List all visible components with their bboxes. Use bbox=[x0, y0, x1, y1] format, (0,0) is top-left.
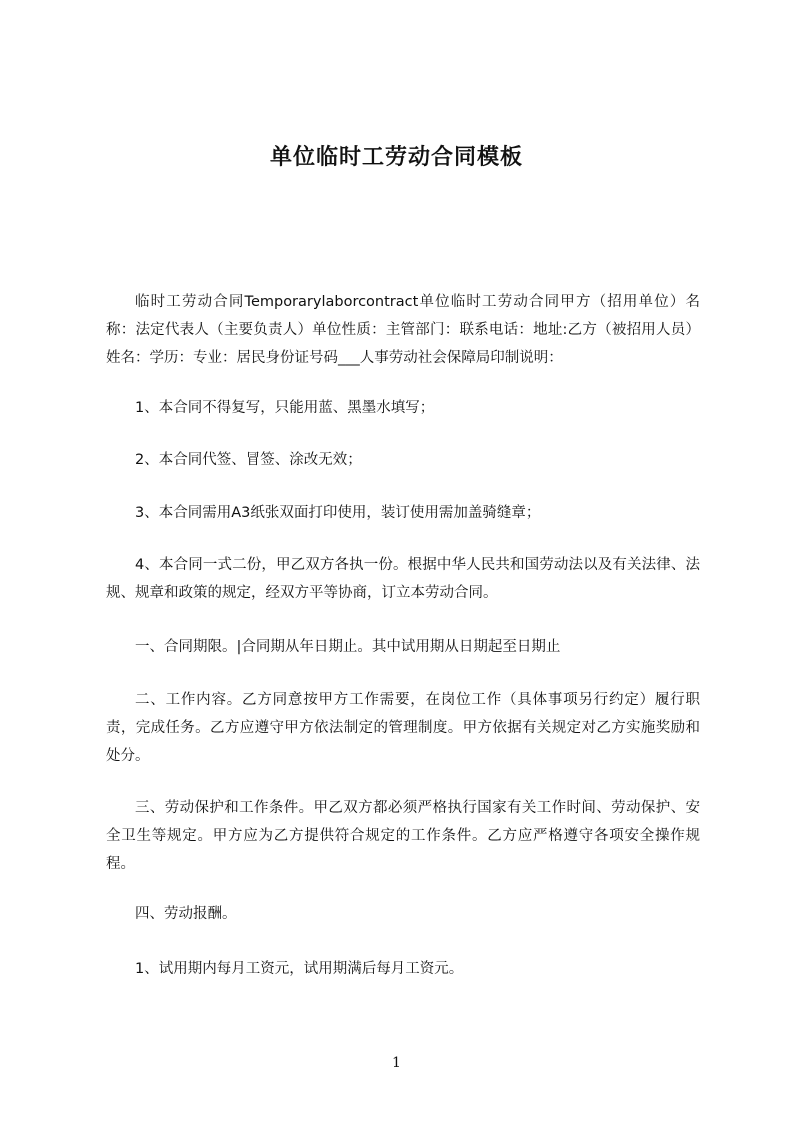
section-contract-term: 一、合同期限。|合同期从年日期止。其中试用期从日期起至日期止 bbox=[135, 639, 561, 655]
note-3: 3、本合同需用A3纸张双面打印使用，装订使用需加盖骑缝章； bbox=[135, 505, 541, 521]
remuneration-item-1: 1、试用期内每月工资元，试用期满后每月工资元。 bbox=[135, 961, 464, 977]
note-4: 4、本合同一式二份，甲乙双方各执一份。根据中华人民共和国劳动法以及有关法律、法规、规章和政策的规定，经双方平等协商，订立本劳动合同。 bbox=[106, 557, 700, 601]
note-2: 2、本合同代签、冒签、涂改无效； bbox=[135, 452, 362, 468]
page-number: 1 bbox=[392, 1055, 401, 1071]
document-title: 单位临时工劳动合同模板 bbox=[269, 145, 523, 170]
note-1: 1、本合同不得复写，只能用蓝、黑墨水填写； bbox=[135, 400, 435, 416]
intro-paragraph: 临时工劳动合同Temporarylaborcontract单位临时工劳动合同甲方（招用单位）名称：法定代表人（主要负责人）单位性质：主管部门：联系电话：地址:乙方（被招用人员）姓名：学历：专业：居民身份证号码___人事劳动社会保障局印制说明： bbox=[106, 294, 700, 366]
section-work-content: 二、工作内容。乙方同意按甲方工作需要，在岗位工作（具体事项另行约定）履行职责，完成任务。乙方应遵守甲方依法制定的管理制度。甲方依据有关规定对乙方实施奖励和处分。 bbox=[106, 692, 700, 764]
section-labor-protection: 三、劳动保护和工作条件。甲乙双方都必须严格执行国家有关工作时间、劳动保护、安全卫生等规定。甲方应为乙方提供符合规定的工作条件。乙方应严格遵守各项安全操作规程。 bbox=[106, 800, 700, 872]
section-remuneration: 四、劳动报酬。 bbox=[135, 906, 237, 922]
